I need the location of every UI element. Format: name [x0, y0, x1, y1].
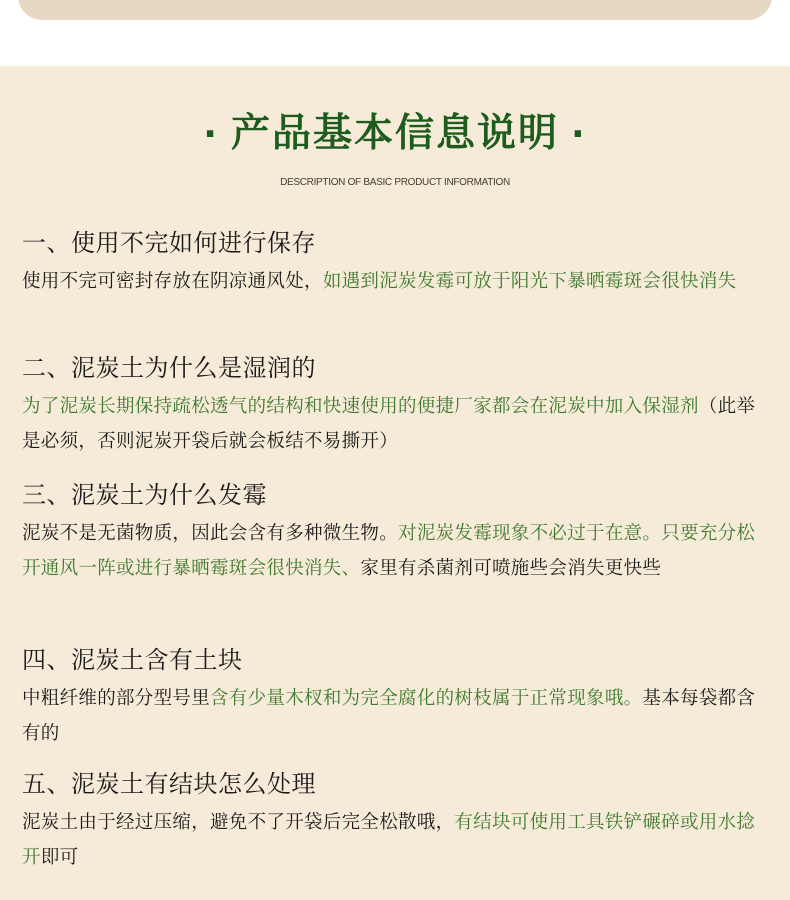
top-decorative-card [18, 0, 772, 20]
section-caking [22, 767, 772, 875]
body-tail: 家里有杀菌剂可喷施些会消失更快些 [360, 558, 662, 579]
page-subtitle: DESCRIPTION OF BASIC PRODUCT INFORMATION [280, 177, 510, 188]
body-highlight: 对泥炭发霉现象不必过于在意。只要充分松开通风一阵或进行暴晒霉斑会很快消失、 [22, 523, 756, 579]
page-title: 产品基本信息说明 [230, 111, 559, 156]
section-heading: 四、泥炭土含有土块 [22, 646, 243, 674]
section-heading: 二、泥炭土为什么是湿润的 [22, 354, 316, 382]
section-storage [22, 226, 772, 299]
section-body [22, 805, 772, 875]
body-highlight: 如遇到泥炭发霉可放于阳光下暴晒霉斑会很快消失 [322, 271, 737, 292]
body-text: 使用不完可密封存放在阴凉通风处， [22, 271, 323, 292]
body-tail: 基本每袋都含有的 [22, 688, 756, 744]
section-moisture [22, 351, 772, 459]
body-tail: （此举是必须，否则泥炭开袋后就会板结不易撕开） [22, 396, 756, 452]
body-highlight: 为了泥炭长期保持疏松透气的结构和快速使用的便捷厂家都会在泥炭中加入保湿剂 [22, 396, 699, 417]
body-highlight: 有结块可使用工具铁铲碾碎或用水捻开 [22, 812, 756, 868]
body-tail: 即可 [40, 847, 79, 868]
section-body [22, 681, 772, 751]
section-heading: 一、使用不完如何进行保存 [22, 229, 316, 257]
top-strip [0, 0, 790, 66]
body-text: 中粗纤维的部分型号里 [22, 688, 211, 709]
title-dot-left: · [203, 114, 219, 155]
page-title-row [0, 112, 790, 157]
section-heading: 五、泥炭土有结块怎么处理 [22, 770, 316, 798]
body-text: 泥炭土由于经过压缩，避免不了开袋后完全松散哦， [22, 812, 455, 833]
section-body [22, 389, 772, 459]
section-heading: 三、泥炭土为什么发霉 [22, 481, 267, 509]
body-text: 泥炭不是无菌物质，因此会含有多种微生物。 [22, 523, 399, 544]
section-mold [22, 478, 772, 586]
info-panel [0, 66, 790, 900]
section-lumps [22, 643, 772, 751]
body-highlight: 含有少量木杈和为完全腐化的树枝属于正常现象哦。 [210, 688, 643, 709]
title-dot-right: · [571, 114, 587, 155]
section-body [22, 516, 772, 586]
section-body [22, 264, 772, 299]
